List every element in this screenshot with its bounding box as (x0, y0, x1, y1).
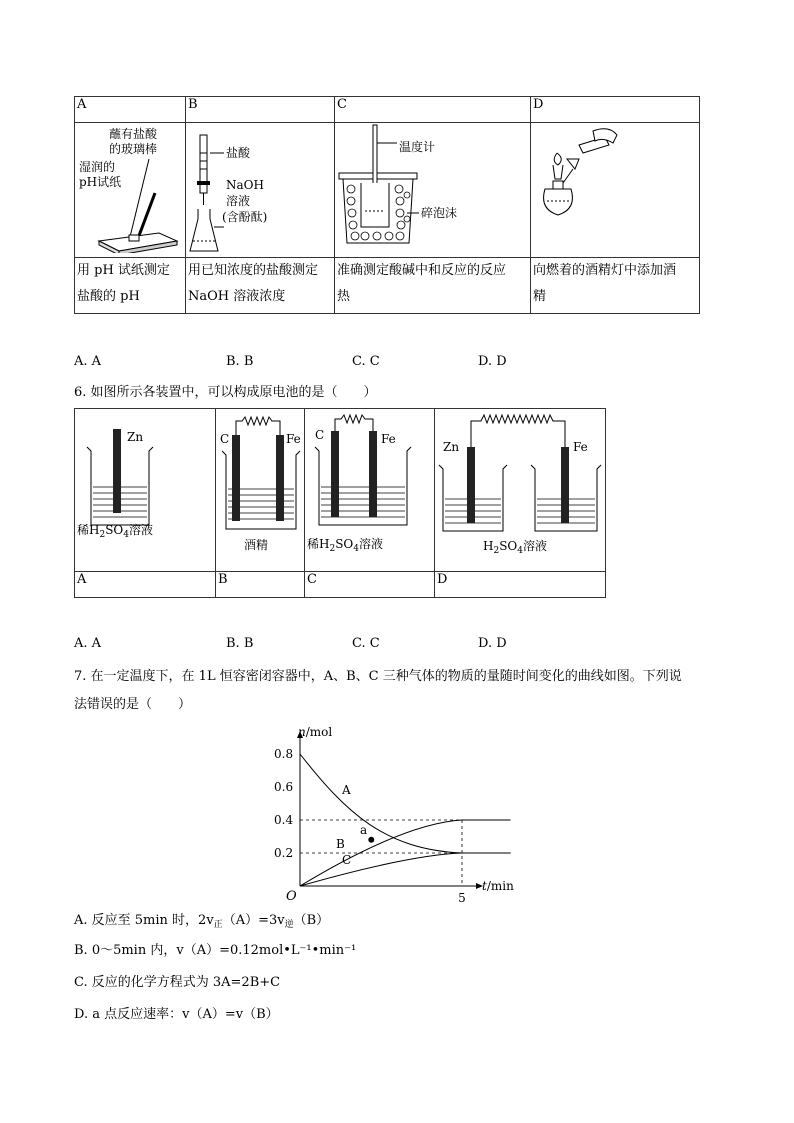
fig-alcohol-label: 酒精 (244, 538, 269, 552)
y-tick-label: 0.4 (274, 813, 294, 827)
sol-c-label: 稀$H_2SO_4$溶液 (307, 537, 384, 554)
sol-d-label: $H_2SO_4$溶液 (483, 539, 548, 556)
c-electrode (232, 435, 240, 521)
fig-c-label: C (220, 432, 230, 446)
y-tick-label: 0.8 (274, 747, 294, 761)
curve-a-label: A (342, 783, 351, 797)
flame (553, 165, 563, 179)
leader-line (129, 159, 149, 241)
cell-a-figure (77, 409, 215, 567)
caption-line: NaOH 溶液浓度 (188, 289, 286, 304)
q6-header-c: C (305, 572, 435, 598)
caption-line: 用已知浓度的盐酸测定 (188, 263, 319, 278)
q5-option-b[interactable]: B. B (226, 354, 254, 369)
fig-zn-label: Zn (127, 430, 144, 444)
y-ticks (274, 747, 293, 860)
q5-caption-d (531, 258, 700, 314)
q7-option-b[interactable]: B. 0～5min 内，v（A）=0.12mol•L⁻¹•min⁻¹ (74, 943, 357, 958)
q5-option-d[interactable]: D. D (478, 354, 507, 369)
ph-paper (129, 235, 139, 241)
inner-beaker (361, 183, 389, 227)
q7-option-c[interactable]: C. 反应的化学方程式为 3A=2B+C (74, 975, 281, 990)
q6-figure-a-cell (75, 409, 216, 572)
q7-stem-line2: 法错误的是（ ） (74, 697, 192, 712)
point-a-label: a (360, 823, 368, 837)
q6-option-c[interactable]: C. C (352, 636, 380, 651)
q6-option-b[interactable]: B. B (226, 636, 254, 651)
q7-option-a[interactable]: A. 反应至 5min 时，$2v_正(A)=3v_逆(B)$ (74, 913, 330, 930)
q5-figure-d-cell (531, 123, 700, 258)
zn-electrode (467, 447, 475, 523)
curve-c (300, 853, 511, 886)
origin-label: O (286, 889, 297, 904)
cell-b-figure (218, 409, 304, 567)
q6-option-d[interactable]: D. D (478, 636, 507, 651)
q5-figure-c-cell (335, 123, 531, 258)
fig-fe-label: Fe (573, 440, 588, 454)
q5-header-d: D (531, 97, 700, 123)
curve-a (300, 754, 511, 853)
y-tick-label: 0.2 (274, 846, 294, 860)
beaker (315, 447, 411, 525)
q6-header-b: B (216, 572, 305, 598)
q6-figure-c-cell (305, 409, 435, 572)
funnel (567, 159, 579, 169)
curve-c-label: C (342, 853, 352, 867)
lid (339, 173, 417, 179)
q5-caption-c (335, 258, 531, 314)
caption-line: 用 pH 试纸测定 (77, 263, 170, 278)
q5-caption-a (75, 258, 186, 314)
ph-paper-figure (77, 123, 185, 253)
q5-header-c: C (335, 97, 531, 123)
titration-figure (188, 123, 334, 253)
q5-header-a: A (75, 97, 186, 123)
q6-table (74, 408, 606, 598)
fig-b-acid-label: 盐酸 (226, 146, 251, 160)
fig-c-label: C (315, 428, 325, 442)
alcohol-lamp-figure (533, 123, 699, 253)
fig-c-thermo-label: 温度计 (399, 140, 436, 154)
fig-zn-label: Zn (443, 440, 460, 454)
y-axis-label: n/mol (298, 725, 333, 739)
curve-b-label: B (336, 837, 345, 851)
fe-electrode (276, 435, 284, 521)
q6-header-a: A (75, 572, 216, 598)
caption-line: 热 (337, 289, 351, 304)
fe-electrode (369, 431, 377, 517)
flask (190, 209, 218, 251)
q5-option-c[interactable]: C. C (352, 354, 380, 369)
fig-c-foam-label: 碎泡沫 (421, 206, 458, 220)
q5-caption-b (186, 258, 335, 314)
fig-fe-label: Fe (381, 432, 396, 446)
point-a-marker (368, 837, 374, 843)
calorimeter-figure (337, 123, 530, 253)
q5-option-a[interactable]: A. A (74, 354, 102, 369)
y-tick-label: 0.6 (274, 780, 294, 794)
x-axis-label: t/min (482, 879, 514, 893)
resistor-wire (236, 417, 280, 435)
resistor-wire (471, 415, 565, 447)
c-electrode (331, 431, 339, 517)
fig-b-naoh-label: NaOH (226, 178, 264, 192)
zn-electrode (113, 429, 121, 513)
q6-option-a[interactable]: A. A (74, 636, 102, 651)
lamp (544, 189, 573, 215)
fe-electrode (561, 447, 569, 523)
fig-a-paper-label: 湿润的 (79, 160, 116, 174)
q6-figure-d-cell (435, 409, 606, 572)
fig-b-sol-label: 溶液 (226, 194, 251, 208)
q5-figure-b-cell (186, 123, 335, 258)
q6-stem: 6. 如图所示各装置中，可以构成原电池的是（ ） (74, 385, 377, 400)
caption-line: 盐酸的 pH (77, 289, 140, 304)
q5-table (74, 96, 700, 314)
sol-a-label: 稀$H_2SO_4$溶液 (77, 523, 154, 540)
q5-header-b: B (186, 97, 335, 123)
caption-line: 准确测定酸碱中和反应的反应 (337, 263, 507, 278)
guide-lines (300, 820, 462, 886)
q5-figure-a-cell (75, 123, 186, 258)
fig-a-rod-label: 蘸有盐酸 (109, 127, 158, 141)
fig-a-paper-label2: pH试纸 (79, 175, 122, 189)
q7-option-d[interactable]: D. a 点反应速率：v（A）=v（B） (74, 1007, 279, 1022)
fig-a-rod-label2: 的玻璃棒 (109, 142, 158, 156)
caption-line: 精 (533, 289, 547, 304)
fig-b-ind-label: (含酚酞) (222, 210, 268, 224)
x-tick-5: 5 (458, 891, 466, 905)
resistor-wire (335, 415, 373, 431)
q6-figure-b-cell (216, 409, 305, 572)
fig-fe-label: Fe (286, 432, 301, 446)
q7-chart (270, 718, 530, 908)
caption-line: 向燃着的酒精灯中添加酒 (533, 263, 677, 278)
q7-stem-line1: 7. 在一定温度下，在 1L 恒容密闭容器中，A、B、C 三种气体的物质的量随时间变化的曲线如图。下列说 (74, 669, 682, 684)
q6-header-d: D (435, 572, 606, 598)
